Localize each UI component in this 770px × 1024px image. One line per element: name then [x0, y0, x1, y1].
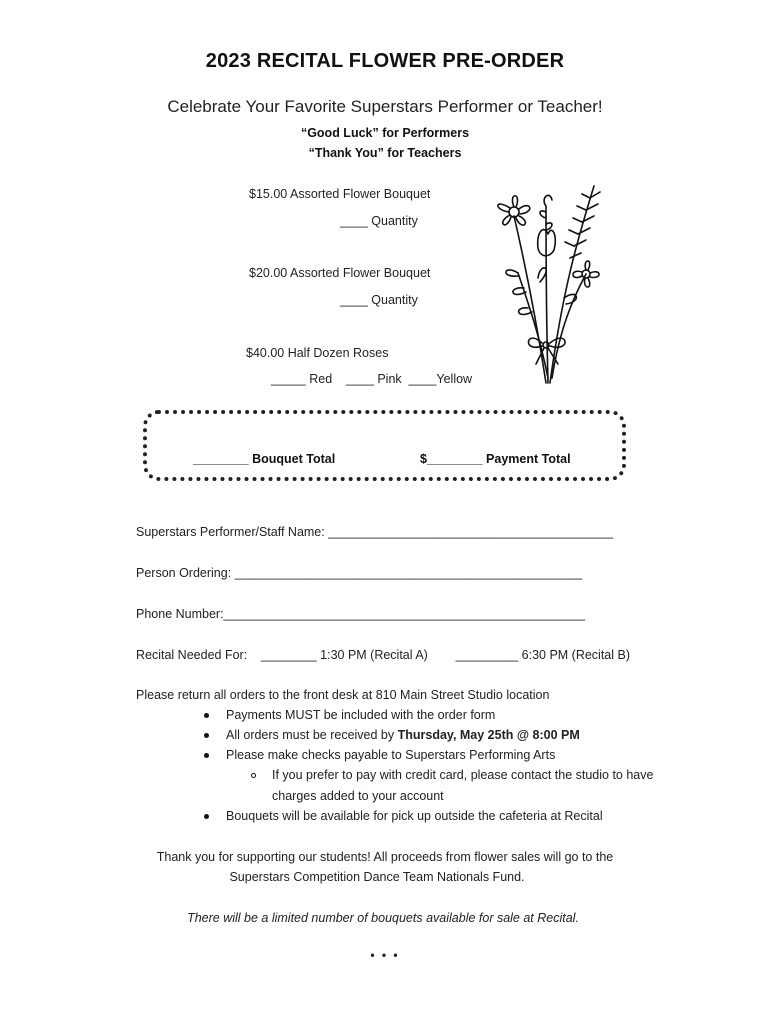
product-price-20: $20.00 Assorted Flower Bouquet — [249, 266, 431, 280]
ellipsis-divider: • • • — [370, 948, 400, 962]
bullet-dot — [204, 753, 209, 758]
roses-color-quantities[interactable]: _____ Red ____ Pink ____Yellow — [271, 372, 473, 386]
bullet-pickup: Bouquets will be available for pick up outside the cafeteria at Recital — [226, 809, 603, 823]
bullet-dot — [204, 814, 209, 819]
deadline-prefix: All orders must be received by — [226, 728, 398, 742]
thanks-line-2: Superstars Competition Dance Team Nationals Fund. — [229, 870, 525, 884]
sub-bullet-credit-card-2: charges added to your account — [272, 789, 444, 803]
flower-bouquet-illustration — [478, 178, 608, 393]
product-qty-15[interactable]: ____ Quantity — [340, 214, 418, 228]
payment-total-field[interactable]: $________ Payment Total — [420, 452, 571, 466]
deadline-date: Thursday, May 25th @ 8:00 PM — [397, 728, 580, 742]
sub-bullet-circle — [251, 773, 256, 778]
product-price-40: $40.00 Half Dozen Roses — [246, 346, 389, 360]
tagline-teachers: “Thank You” for Teachers — [308, 146, 462, 160]
person-ordering-field[interactable]: Person Ordering: __________________________________________________ — [136, 566, 583, 580]
bullet-payments: Payments MUST be included with the order form — [226, 708, 496, 722]
phone-number-field[interactable]: Phone Number:____________________________________________________ — [136, 607, 586, 621]
instructions-intro: Please return all orders to the front desk at 810 Main Street Studio location — [136, 688, 550, 702]
limited-note: There will be a limited number of bouquets available for sale at Recital. — [187, 911, 579, 925]
bouquet-total-field[interactable]: ________ Bouquet Total — [193, 452, 336, 466]
bullet-dot — [204, 713, 209, 718]
tagline-performers: “Good Luck” for Performers — [300, 126, 470, 140]
bullet-checks: Please make checks payable to Superstars Performing Arts — [226, 748, 556, 762]
totals-box — [143, 410, 626, 481]
product-qty-20[interactable]: ____ Quantity — [340, 293, 418, 307]
subtitle: Celebrate Your Favorite Superstars Performer or Teacher! — [167, 97, 603, 116]
bullet-dot — [204, 733, 209, 738]
bullet-deadline — [226, 728, 580, 742]
page-title: 2023 RECITAL FLOWER PRE-ORDER — [205, 50, 565, 72]
product-price-15: $15.00 Assorted Flower Bouquet — [249, 187, 431, 201]
sub-bullet-credit-card-1: If you prefer to pay with credit card, please contact the studio to have — [272, 768, 654, 782]
recital-needed-field[interactable]: Recital Needed For: ________ 1:30 PM (Recital A) _________ 6:30 PM (Recital B) — [136, 648, 631, 662]
thanks-line-1: Thank you for supporting our students! All proceeds from flower sales will go to the — [156, 850, 614, 864]
performer-name-field[interactable]: Superstars Performer/Staff Name: _________________________________________ — [136, 525, 614, 539]
